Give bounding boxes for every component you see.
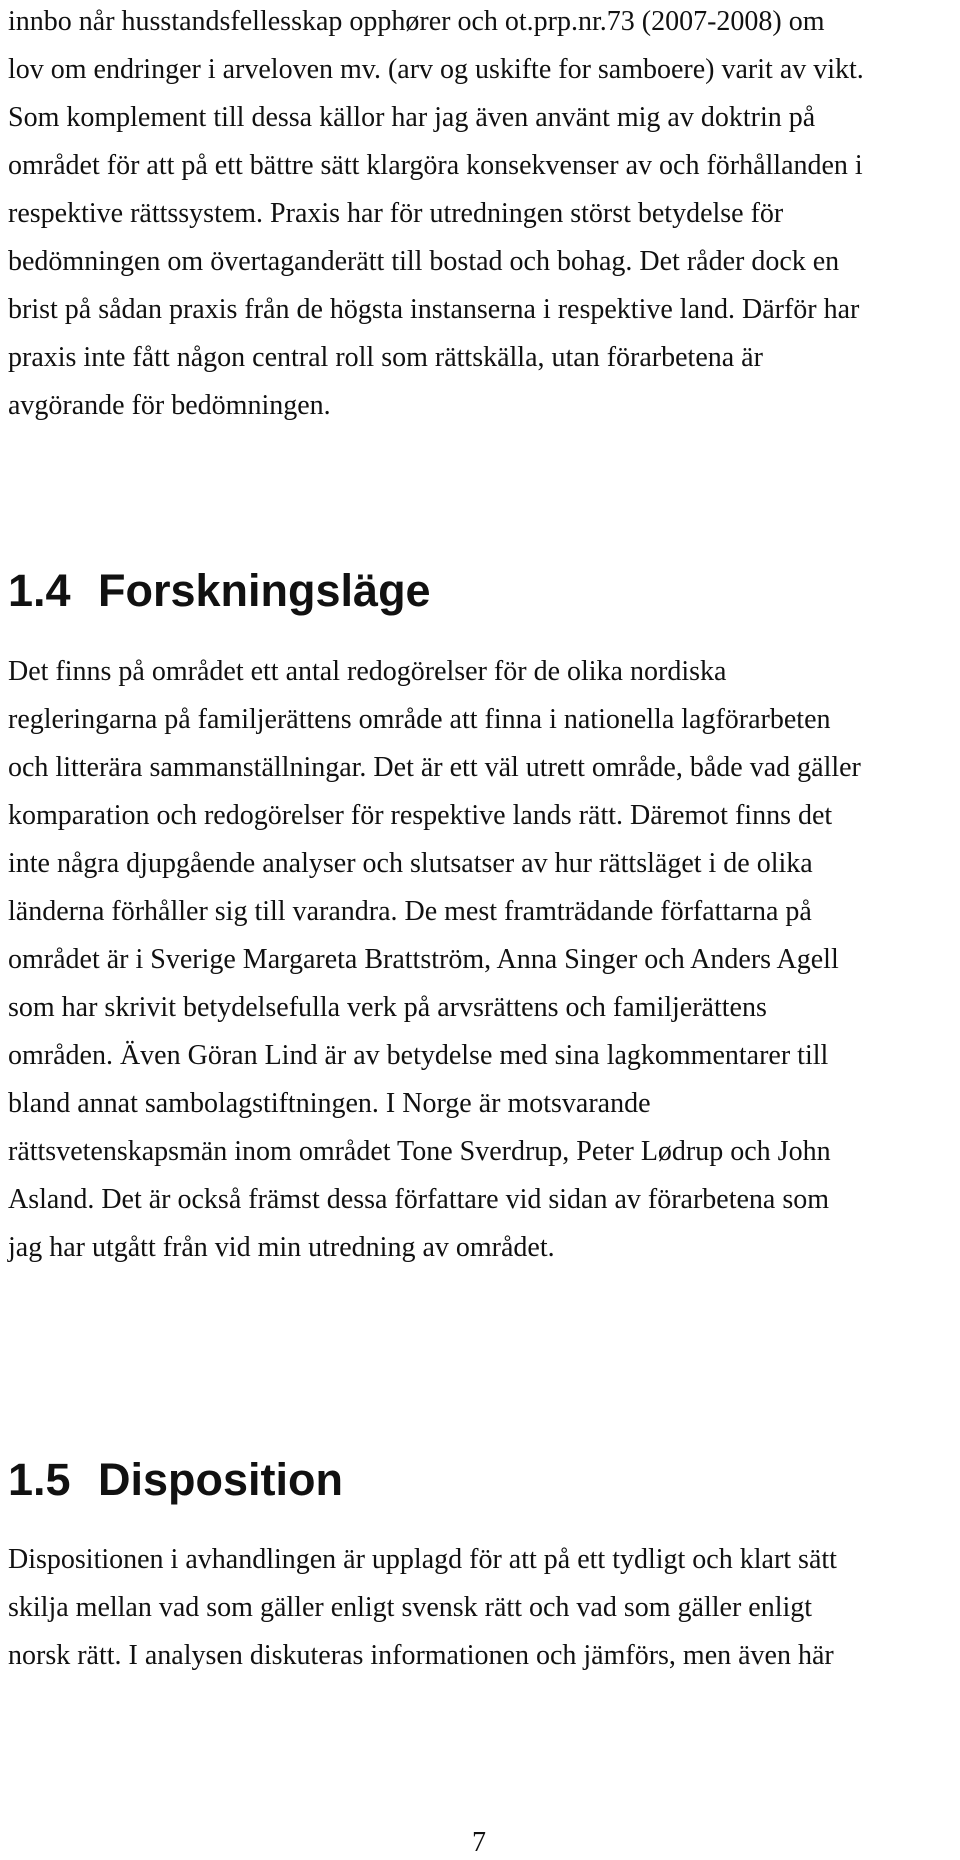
section-number: 1.5: [8, 1454, 71, 1505]
text-line: områden. Även Göran Lind är av betydelse med sina lagkommentarer till: [8, 1040, 829, 1071]
section-heading-disposition: [8, 1452, 343, 1508]
section-heading-forskningslage: [8, 563, 431, 619]
text-line: länderna förhåller sig till varandra. De mest framträdande författarna på: [8, 896, 812, 927]
text-line: innbo når husstandsfellesskap opphører och ot.prp.nr.73 (2007-2008) om: [8, 6, 825, 37]
intro-paragraph: [8, 0, 864, 430]
forskningslage-paragraph: [8, 648, 861, 1272]
section-number: 1.4: [8, 565, 71, 616]
text-line: bedömningen om övertaganderätt till bostad och bohag. Det råder dock en: [8, 246, 840, 277]
text-line: inte några djupgående analyser och slutsatser av hur rättsläget i de olika: [8, 848, 813, 879]
text-line: Det finns på området ett antal redogörelser för de olika nordiska: [8, 656, 727, 687]
text-line: rättsvetenskapsmän inom området Tone Sverdrup, Peter Lødrup och John: [8, 1136, 831, 1167]
text-line: respektive rättssystem. Praxis har för utredningen störst betydelse för: [8, 198, 784, 229]
text-line: Dispositionen i avhandlingen är upplagd för att på ett tydligt och klart sätt: [8, 1544, 837, 1575]
text-line: Som komplement till dessa källor har jag även använt mig av doktrin på: [8, 102, 816, 133]
text-line: brist på sådan praxis från de högsta instanserna i respektive land. Därför har: [8, 294, 860, 325]
text-line: som har skrivit betydelsefulla verk på arvsrättens och familjerättens: [8, 992, 767, 1023]
text-line: skilja mellan vad som gäller enligt svensk rätt och vad som gäller enligt: [8, 1592, 813, 1623]
disposition-paragraph: [8, 1536, 837, 1680]
text-line: området är i Sverige Margareta Brattström, Anna Singer och Anders Agell: [8, 944, 839, 975]
text-line: regleringarna på familjerättens område att finna i nationella lagförarbeten: [8, 704, 831, 735]
text-line: norsk rätt. I analysen diskuteras informationen och jämförs, men även här: [8, 1640, 834, 1671]
text-line: bland annat sambolagstiftningen. I Norge är motsvarande: [8, 1088, 651, 1119]
text-line: komparation och redogörelser för respektive lands rätt. Däremot finns det: [8, 800, 833, 831]
page-number: 7: [472, 1827, 486, 1858]
text-line: avgörande för bedömningen.: [8, 390, 331, 421]
text-line: och litterära sammanställningar. Det är ett väl utrett område, både vad gäller: [8, 752, 861, 783]
section-title: Disposition: [98, 1454, 343, 1505]
text-line: jag har utgått från vid min utredning av området.: [8, 1232, 555, 1263]
text-line: lov om endringer i arveloven mv. (arv og uskifte for samboere) varit av vikt.: [8, 54, 864, 85]
text-line: området för att på ett bättre sätt klargöra konsekvenser av och förhållanden i: [8, 150, 863, 181]
section-title: Forskningsläge: [98, 565, 431, 616]
text-line: praxis inte fått någon central roll som rättskälla, utan förarbetena är: [8, 342, 763, 373]
text-line: Asland. Det är också främst dessa författare vid sidan av förarbetena som: [8, 1184, 830, 1215]
